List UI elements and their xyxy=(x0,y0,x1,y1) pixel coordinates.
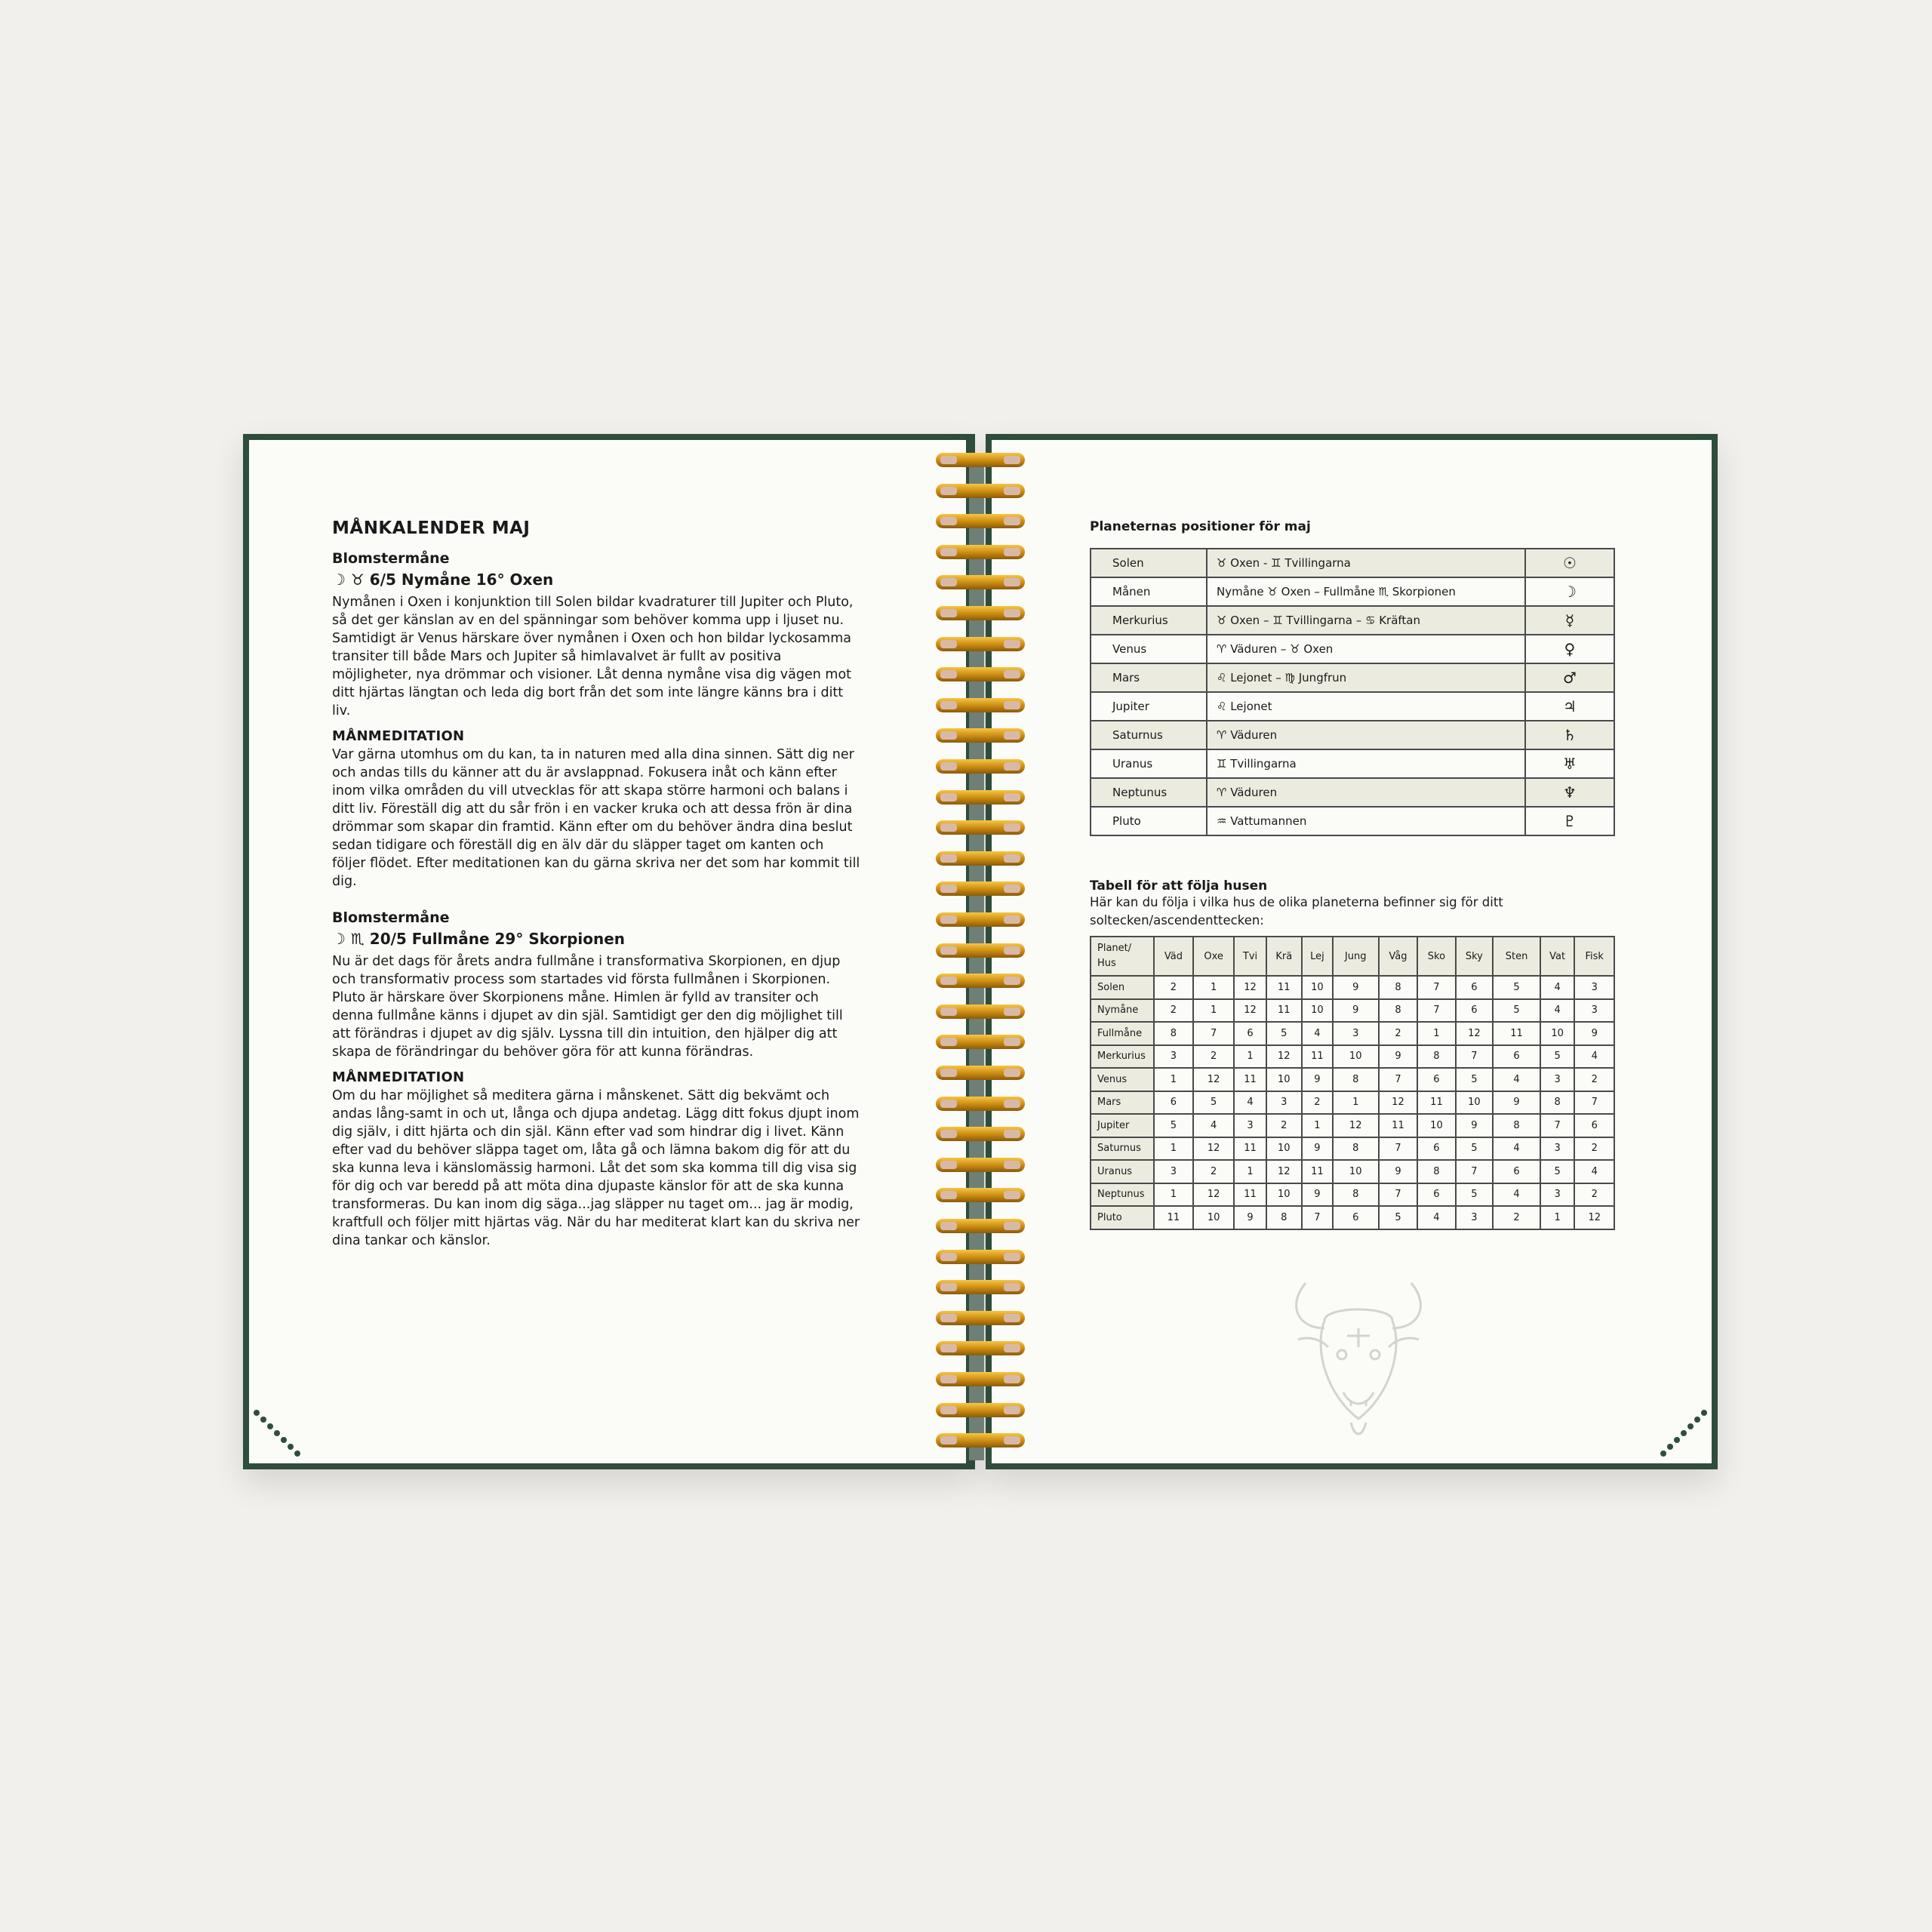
position-row xyxy=(1091,778,1614,807)
planet-position: ♊ Tvillingarna xyxy=(1207,749,1525,778)
houses-cell: 11 xyxy=(1417,1091,1455,1115)
houses-row xyxy=(1091,1160,1614,1183)
houses-cell: 9 xyxy=(1234,1206,1266,1229)
houses-cell: 9 xyxy=(1302,1137,1333,1161)
spiral-ring xyxy=(936,453,1025,467)
houses-cell: 9 xyxy=(1379,1160,1418,1183)
houses-cell: 9 xyxy=(1333,999,1379,1023)
spiral-ring xyxy=(936,1341,1025,1355)
positions-title: Planeternas positioner för maj xyxy=(1090,519,1311,534)
houses-cell: 9 xyxy=(1493,1091,1540,1115)
spiral-ring xyxy=(936,790,1025,804)
houses-cell: 7 xyxy=(1574,1091,1614,1115)
planet-glyph-icon: ♄ xyxy=(1525,721,1614,749)
houses-cell: 11 xyxy=(1266,976,1302,999)
corner-stitch xyxy=(1667,1444,1673,1450)
houses-cell: 2 xyxy=(1574,1068,1614,1091)
planet-glyph-icon: ♀ xyxy=(1525,635,1614,663)
houses-cell: 10 xyxy=(1540,1022,1575,1045)
spiral-ring xyxy=(936,1250,1025,1264)
planet-name: Venus xyxy=(1091,635,1207,663)
planet-name: Jupiter xyxy=(1091,692,1207,721)
spiral-ring xyxy=(936,1311,1025,1325)
houses-cell: 3 xyxy=(1540,1137,1575,1161)
position-row xyxy=(1091,749,1614,778)
houses-cell: 6 xyxy=(1493,1045,1540,1069)
spiral-ring xyxy=(936,1219,1025,1233)
spiral-ring xyxy=(936,1004,1025,1019)
houses-cell: 2 xyxy=(1379,1022,1418,1045)
houses-cell: 7 xyxy=(1193,1022,1235,1045)
planet-glyph-icon: ♅ xyxy=(1525,749,1614,778)
houses-cell: 10 xyxy=(1417,1114,1455,1137)
houses-row xyxy=(1091,1091,1614,1115)
planet-name: Solen xyxy=(1091,549,1207,577)
houses-cell: 6 xyxy=(1417,1137,1455,1161)
houses-table xyxy=(1090,936,1615,1230)
spiral-ring xyxy=(936,1035,1025,1049)
houses-cell: 3 xyxy=(1333,1022,1379,1045)
corner-stitch xyxy=(281,1437,287,1443)
houses-cell: 4 xyxy=(1193,1114,1235,1137)
section-subtitle: Blomstermåne xyxy=(332,909,450,926)
houses-column-header: Fisk xyxy=(1574,937,1614,976)
houses-row xyxy=(1091,1045,1614,1069)
spiral-ring xyxy=(936,943,1025,958)
spiral-ring xyxy=(936,667,1025,681)
houses-cell: 11 xyxy=(1234,1183,1266,1207)
planet-position: ♉ Oxen - ♊ Tvillingarna xyxy=(1207,549,1525,577)
corner-stitch xyxy=(1687,1423,1694,1429)
houses-row-planet: Jupiter xyxy=(1091,1114,1154,1137)
houses-cell: 9 xyxy=(1302,1183,1333,1207)
houses-cell: 1 xyxy=(1540,1206,1575,1229)
houses-cell: 4 xyxy=(1302,1022,1333,1045)
houses-cell: 8 xyxy=(1417,1045,1455,1069)
left-page-content xyxy=(332,519,860,1250)
houses-header-row xyxy=(1091,937,1614,976)
houses-cell: 2 xyxy=(1154,999,1193,1023)
left-page xyxy=(249,440,966,1463)
houses-cell: 6 xyxy=(1154,1091,1193,1115)
houses-cell: 8 xyxy=(1417,1160,1455,1183)
meditation-body: Var gärna utomhus om du kan, ta in naturen med alla dina sinnen. Sätt dig ner och andas tills du känner att du är avslappnad. Fokusera inåt och känn efter inom vilka områden du vill utvecklas för att skapa större harmoni och balans i ditt liv. Föreställ dig att du sår frön i en vacker kruka och att dessa frön är dina drömmar som skapar din framtid. Känn efter om du behöver ändra dina beslut sedan tidigare och föreställ dig en älv där du släpper taget om kanten och följer flödet. Efter meditationen kan du gärna skriva ner det som har kommit till dig. xyxy=(332,747,860,889)
houses-cell: 7 xyxy=(1417,999,1455,1023)
houses-cell: 2 xyxy=(1266,1114,1302,1137)
houses-title: Tabell för att följa husen xyxy=(1090,878,1268,894)
planet-glyph-icon: ♇ xyxy=(1525,807,1614,835)
spiral-ring xyxy=(936,1403,1025,1417)
houses-column-header: Lej xyxy=(1302,937,1333,976)
houses-row-planet: Solen xyxy=(1091,976,1154,999)
houses-cell: 11 xyxy=(1234,1137,1266,1161)
houses-header-planet xyxy=(1091,937,1154,976)
houses-cell: 8 xyxy=(1333,1068,1379,1091)
houses-row-planet: Neptunus xyxy=(1091,1183,1154,1207)
bull-head-icon xyxy=(1283,1268,1434,1441)
spiral-ring xyxy=(936,484,1025,498)
houses-column-header: Sky xyxy=(1456,937,1494,976)
houses-cell: 1 xyxy=(1154,1068,1193,1091)
houses-column-header: Sten xyxy=(1493,937,1540,976)
houses-cell: 1 xyxy=(1154,1137,1193,1161)
houses-cell: 11 xyxy=(1266,999,1302,1023)
houses-cell: 7 xyxy=(1540,1114,1575,1137)
houses-cell: 3 xyxy=(1154,1045,1193,1069)
planet-name: Neptunus xyxy=(1091,778,1207,807)
moon-phase-line: ☽ ♉ 6/5 Nymåne 16° Oxen xyxy=(332,571,554,589)
spiral-ring xyxy=(936,575,1025,589)
houses-row xyxy=(1091,976,1614,999)
houses-row xyxy=(1091,1206,1614,1229)
houses-column-header: Vat xyxy=(1540,937,1575,976)
houses-cell: 12 xyxy=(1193,1183,1235,1207)
houses-cell: 5 xyxy=(1456,1183,1494,1207)
houses-cell: 4 xyxy=(1493,1137,1540,1161)
houses-cell: 1 xyxy=(1302,1114,1333,1137)
houses-cell: 12 xyxy=(1193,1068,1235,1091)
houses-cell: 6 xyxy=(1417,1068,1455,1091)
planet-glyph-icon: ♃ xyxy=(1525,692,1614,721)
houses-row-planet: Merkurius xyxy=(1091,1045,1154,1069)
planet-glyph-icon: ♆ xyxy=(1525,778,1614,807)
position-row xyxy=(1091,577,1614,606)
houses-cell: 12 xyxy=(1333,1114,1379,1137)
meditation-body: Om du har möjlighet så meditera gärna i månskenet. Sätt dig bekvämt och andas lång-samt in och ut, långa och djupa andetag. Lägg ditt fokus djupt inom dig själv, i ditt hjärta och din själ. Känn efter vad som hindrar dig i livet. Känn efter vad du behöver släppa taget om, låta gå och lämna bakom dig för att du ska kunna leva i känslomässig harmoni. Låt det som ska komma till dig visa sig för dig och var beredd på att möta dina djupaste känslor för att de ska kunna transformeras. Du kan inom dig säga...jag släpper nu taget om... jag är modig, kraftfull och följer mitt hjärtas väg. När du har mediterat klart kan du skriva ner dina tankar och känslor. xyxy=(332,1088,860,1248)
houses-cell: 8 xyxy=(1493,1114,1540,1137)
houses-cell: 9 xyxy=(1574,1022,1614,1045)
houses-cell: 3 xyxy=(1540,1183,1575,1207)
houses-cell: 7 xyxy=(1302,1206,1333,1229)
houses-cell: 11 xyxy=(1234,1068,1266,1091)
houses-cell: 9 xyxy=(1379,1045,1418,1069)
corner-stitch xyxy=(288,1444,294,1450)
houses-cell: 1 xyxy=(1193,976,1235,999)
corner-stitch xyxy=(1660,1451,1666,1457)
houses-cell: 1 xyxy=(1154,1183,1193,1207)
houses-cell: 2 xyxy=(1493,1206,1540,1229)
position-row xyxy=(1091,549,1614,577)
corner-stitch xyxy=(254,1410,260,1416)
houses-cell: 10 xyxy=(1266,1137,1302,1161)
planet-glyph-icon: ☽ xyxy=(1525,577,1614,606)
planet-position: ♌ Lejonet xyxy=(1207,692,1525,721)
houses-cell: 2 xyxy=(1193,1160,1235,1183)
houses-row xyxy=(1091,999,1614,1023)
spiral-ring xyxy=(936,698,1025,712)
houses-row-planet: Venus xyxy=(1091,1068,1154,1091)
planet-name: Uranus xyxy=(1091,749,1207,778)
houses-cell: 2 xyxy=(1574,1183,1614,1207)
meditation-title: MÅNMEDITATION xyxy=(332,1069,465,1085)
spiral-ring xyxy=(936,1158,1025,1172)
corner-stitch xyxy=(1694,1417,1700,1423)
spiral-ring xyxy=(936,1127,1025,1141)
section-body: Nymånen i Oxen i konjunktion till Solen bildar kvadraturer till Jupiter och Pluto, så det ger känslan av en del spänningar som behöver komma upp i ljuset nu. Samtidigt är Venus härskare över nymånen i Oxen och hon bildar lyckosamma transiter till både Mars och Jupiter så himlavalvet är fullt av positiva möjligheter, nya drömmar och visioner. Låt denna nymåne visa dig vägen mot ditt hjärtas längtan och leda dig bort från det som inte längre känns bra i ditt liv. xyxy=(332,595,854,718)
houses-cell: 10 xyxy=(1266,1068,1302,1091)
houses-cell: 1 xyxy=(1193,999,1235,1023)
houses-cell: 11 xyxy=(1379,1114,1418,1137)
houses-column-header: Våg xyxy=(1379,937,1418,976)
houses-cell: 6 xyxy=(1456,976,1494,999)
houses-cell: 12 xyxy=(1193,1137,1235,1161)
planet-position: ♌ Lejonet – ♍ Jungfrun xyxy=(1207,663,1525,692)
houses-cell: 12 xyxy=(1574,1206,1614,1229)
spiral-ring xyxy=(936,912,1025,927)
houses-cell: 4 xyxy=(1417,1206,1455,1229)
corner-stitch xyxy=(267,1423,273,1429)
houses-column-header: Sko xyxy=(1417,937,1455,976)
houses-cell: 5 xyxy=(1154,1114,1193,1137)
houses-cell: 7 xyxy=(1456,1160,1494,1183)
houses-cell: 8 xyxy=(1333,1137,1379,1161)
houses-cell: 8 xyxy=(1333,1183,1379,1207)
meditation-title: MÅNMEDITATION xyxy=(332,728,465,744)
houses-cell: 5 xyxy=(1493,999,1540,1023)
houses-cell: 10 xyxy=(1302,999,1333,1023)
houses-cell: 5 xyxy=(1266,1022,1302,1045)
houses-cell: 12 xyxy=(1379,1091,1418,1115)
houses-cell: 3 xyxy=(1456,1206,1494,1229)
houses-cell: 2 xyxy=(1193,1045,1235,1069)
spiral-ring xyxy=(936,1066,1025,1080)
houses-row xyxy=(1091,1022,1614,1045)
right-page xyxy=(992,440,1712,1463)
houses-cell: 10 xyxy=(1302,976,1333,999)
houses-cell: 5 xyxy=(1456,1137,1494,1161)
header-line-2: Hus xyxy=(1097,958,1116,969)
spiral-ring xyxy=(936,1097,1025,1111)
right-page-content xyxy=(1090,519,1618,1230)
planet-name: Månen xyxy=(1091,577,1207,606)
houses-cell: 7 xyxy=(1379,1137,1418,1161)
houses-cell: 5 xyxy=(1540,1045,1575,1069)
houses-cell: 11 xyxy=(1302,1160,1333,1183)
houses-cell: 4 xyxy=(1540,976,1575,999)
houses-cell: 7 xyxy=(1379,1068,1418,1091)
houses-cell: 10 xyxy=(1193,1206,1235,1229)
houses-cell: 5 xyxy=(1193,1091,1235,1115)
moon-phase-line: ☽ ♏ 20/5 Fullmåne 29° Skorpionen xyxy=(332,930,626,948)
houses-cell: 10 xyxy=(1333,1045,1379,1069)
houses-cell: 7 xyxy=(1456,1045,1494,1069)
planet-position: Nymåne ♉ Oxen – Fullmåne ♏ Skorpionen xyxy=(1207,577,1525,606)
spiral-ring xyxy=(936,728,1025,743)
houses-row-planet: Uranus xyxy=(1091,1160,1154,1183)
houses-column-header: Oxe xyxy=(1193,937,1235,976)
planet-name: Mars xyxy=(1091,663,1207,692)
houses-cell: 9 xyxy=(1302,1068,1333,1091)
houses-cell: 9 xyxy=(1333,976,1379,999)
houses-cell: 5 xyxy=(1540,1160,1575,1183)
spiral-ring xyxy=(936,1188,1025,1202)
position-row xyxy=(1091,663,1614,692)
houses-cell: 3 xyxy=(1574,999,1614,1023)
houses-cell: 2 xyxy=(1302,1091,1333,1115)
planet-glyph-icon: ☉ xyxy=(1525,549,1614,577)
houses-cell: 10 xyxy=(1333,1160,1379,1183)
houses-cell: 8 xyxy=(1154,1022,1193,1045)
houses-column-header: Väd xyxy=(1154,937,1193,976)
houses-cell: 1 xyxy=(1234,1045,1266,1069)
houses-cell: 6 xyxy=(1333,1206,1379,1229)
planet-name: Saturnus xyxy=(1091,721,1207,749)
planet-position: ♒ Vattumannen xyxy=(1207,807,1525,835)
corner-stitch xyxy=(1681,1430,1687,1436)
houses-cell: 2 xyxy=(1574,1137,1614,1161)
houses-cell: 10 xyxy=(1456,1091,1494,1115)
section-subtitle: Blomstermåne xyxy=(332,550,450,567)
houses-cell: 4 xyxy=(1493,1068,1540,1091)
spiral-ring xyxy=(936,606,1025,620)
corner-stitch xyxy=(274,1430,280,1436)
houses-row xyxy=(1091,1137,1614,1161)
spiral-ring xyxy=(936,545,1025,559)
houses-cell: 11 xyxy=(1302,1045,1333,1069)
houses-cell: 6 xyxy=(1574,1114,1614,1137)
corner-stitch xyxy=(1701,1410,1707,1416)
houses-cell: 8 xyxy=(1379,976,1418,999)
houses-cell: 5 xyxy=(1379,1206,1418,1229)
houses-row-planet: Nymåne xyxy=(1091,999,1154,1023)
spiral-ring xyxy=(936,1280,1025,1294)
position-row xyxy=(1091,807,1614,835)
houses-cell: 1 xyxy=(1234,1160,1266,1183)
planet-position: ♈ Väduren xyxy=(1207,721,1525,749)
houses-cell: 1 xyxy=(1417,1022,1455,1045)
planet-position: ♈ Väduren xyxy=(1207,778,1525,807)
houses-cell: 7 xyxy=(1417,976,1455,999)
spiral-ring xyxy=(936,820,1025,835)
houses-cell: 3 xyxy=(1574,976,1614,999)
houses-row-planet: Mars xyxy=(1091,1091,1154,1115)
corner-stitch xyxy=(294,1451,300,1457)
houses-cell: 3 xyxy=(1234,1114,1266,1137)
spiral-ring xyxy=(936,881,1025,896)
spiral-ring xyxy=(936,1433,1025,1447)
houses-cell: 3 xyxy=(1266,1091,1302,1115)
houses-cell: 8 xyxy=(1540,1091,1575,1115)
houses-cell: 9 xyxy=(1456,1114,1494,1137)
houses-column-header: Krä xyxy=(1266,937,1302,976)
houses-cell: 5 xyxy=(1456,1068,1494,1091)
planet-name: Pluto xyxy=(1091,807,1207,835)
houses-cell: 4 xyxy=(1574,1160,1614,1183)
page-title: MÅNKALENDER MAJ xyxy=(332,518,531,538)
houses-cell: 1 xyxy=(1333,1091,1379,1115)
header-line-1: Planet/ xyxy=(1097,943,1132,954)
planet-name: Merkurius xyxy=(1091,606,1207,635)
position-row xyxy=(1091,606,1614,635)
houses-cell: 2 xyxy=(1154,976,1193,999)
houses-cell: 4 xyxy=(1493,1183,1540,1207)
position-row xyxy=(1091,721,1614,749)
houses-cell: 12 xyxy=(1234,976,1266,999)
spiral-ring xyxy=(936,851,1025,866)
houses-cell: 12 xyxy=(1266,1045,1302,1069)
houses-row-planet: Pluto xyxy=(1091,1206,1154,1229)
corner-stitch xyxy=(1674,1437,1680,1443)
houses-cell: 12 xyxy=(1266,1160,1302,1183)
houses-column-header: Jung xyxy=(1333,937,1379,976)
planet-glyph-icon: ☿ xyxy=(1525,606,1614,635)
corner-stitch xyxy=(260,1417,266,1423)
houses-cell: 6 xyxy=(1417,1183,1455,1207)
houses-description: Här kan du följa i vilka hus de olika planeterna befinner sig för ditt soltecken/ascendenttecken: xyxy=(1090,895,1503,928)
houses-cell: 4 xyxy=(1540,999,1575,1023)
houses-cell: 4 xyxy=(1234,1091,1266,1115)
houses-row xyxy=(1091,1068,1614,1091)
houses-cell: 12 xyxy=(1456,1022,1494,1045)
houses-cell: 11 xyxy=(1154,1206,1193,1229)
spiral-ring xyxy=(936,759,1025,774)
houses-row xyxy=(1091,1183,1614,1207)
houses-cell: 5 xyxy=(1493,976,1540,999)
houses-cell: 11 xyxy=(1493,1022,1540,1045)
houses-row xyxy=(1091,1114,1614,1137)
spiral-ring xyxy=(936,514,1025,528)
planet-positions-table xyxy=(1090,548,1615,836)
houses-row-planet: Saturnus xyxy=(1091,1137,1154,1161)
position-row xyxy=(1091,692,1614,721)
houses-cell: 8 xyxy=(1379,999,1418,1023)
houses-cell: 12 xyxy=(1234,999,1266,1023)
planet-position: ♈ Väduren – ♉ Oxen xyxy=(1207,635,1525,663)
planet-glyph-icon: ♂ xyxy=(1525,663,1614,692)
houses-cell: 7 xyxy=(1379,1183,1418,1207)
houses-cell: 3 xyxy=(1540,1068,1575,1091)
houses-column-header: Tvi xyxy=(1234,937,1266,976)
section-body: Nu är det dags för årets andra fullmåne i transformativa Skorpionen, en djup och transformativ process som startades vid första fullmånen i Skorpionen. Pluto är härskare över Skorpionens måne. Himlen är fylld av transiter och denna fullmåne känns i djupet av din själ. Samtidigt ger den dig möjlighet till att förändras i djupet av dig själv. Lyssna till din intuition, den hjälper dig att skapa de förändringar du behöver göra för att kunna förändras. xyxy=(332,954,843,1060)
spiral-ring xyxy=(936,637,1025,651)
houses-cell: 6 xyxy=(1493,1160,1540,1183)
position-row xyxy=(1091,635,1614,663)
houses-row-planet: Fullmåne xyxy=(1091,1022,1154,1045)
spiral-ring xyxy=(936,1372,1025,1386)
spiral-ring xyxy=(936,974,1025,988)
houses-cell: 8 xyxy=(1266,1206,1302,1229)
houses-cell: 6 xyxy=(1234,1022,1266,1045)
houses-cell: 6 xyxy=(1456,999,1494,1023)
houses-cell: 4 xyxy=(1574,1045,1614,1069)
houses-cell: 10 xyxy=(1266,1183,1302,1207)
houses-cell: 3 xyxy=(1154,1160,1193,1183)
planet-position: ♉ Oxen – ♊ Tvillingarna – ♋ Kräftan xyxy=(1207,606,1525,635)
